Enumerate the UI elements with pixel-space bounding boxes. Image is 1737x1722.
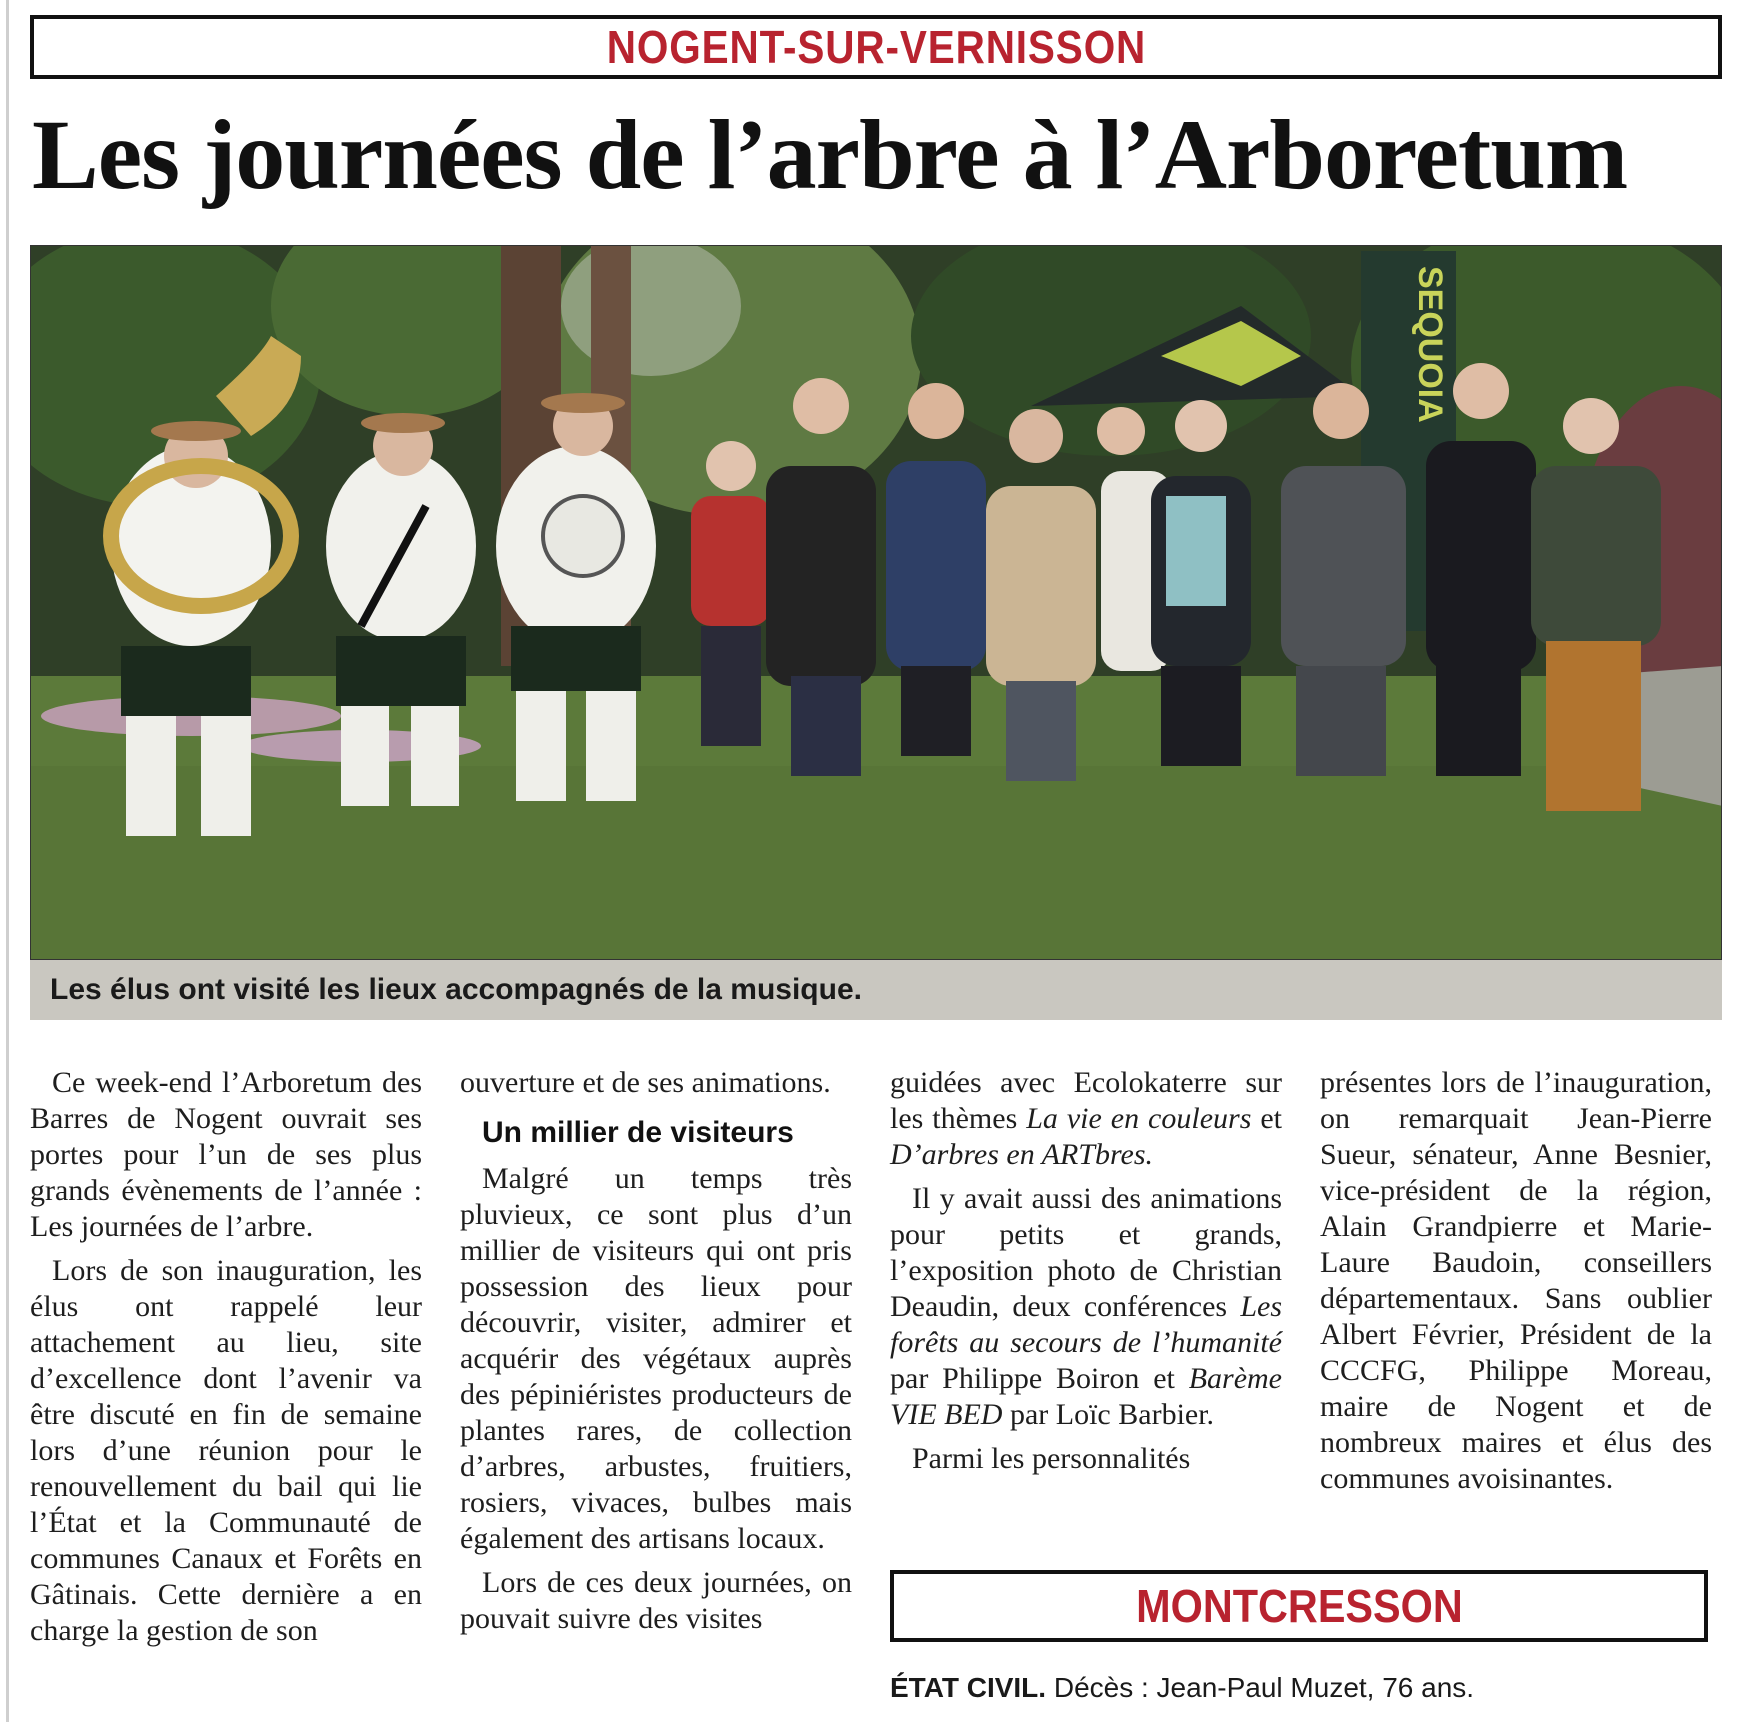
paragraph: présentes lors de l’inauguration, on remarquait Jean-Pierre Sueur, sénateur, Anne Besnier, vice-président de la région, Alain Grandpierre et Marie-Laure Baudoin, conseillers départementaux. Sans oublier Albert Février, Président de la CCCFG, Philippe Moreau, maire de Nogent et de nombreux maires et élus des communes avoisinantes. [1320, 1066, 1712, 1495]
section-kicker: NOGENT-SUR-VERNISSON [606, 21, 1146, 73]
page-margin-rule [6, 0, 9, 1722]
article-column-1 [30, 1065, 422, 1657]
brief-kicker-box [890, 1570, 1708, 1642]
brief-text: Décès : Jean-Paul Muzet, 76 ans. [1046, 1672, 1475, 1703]
banner-text: SEQUOIA [1411, 266, 1449, 423]
paragraph: Malgré un temps très pluvieux, ce sont plus d’un millier de visiteurs qui ont pris possession des lieux pour découvrir, visiter, admirer et acquérir des végétaux auprès des pépiniéristes producteurs de plantes rares, de collection d’arbres, arbustes, fruitiers, rosiers, vivaces, bulbes mais également des artisans locaux. [460, 1162, 852, 1555]
article-column-3 [890, 1065, 1282, 1485]
article-column-2 [460, 1065, 852, 1645]
paragraph: guidées avec Ecolokaterre sur les thèmes La vie en couleurs et D’arbres en ARTbres. [890, 1066, 1282, 1171]
paragraph: Ce week-end l’Arboretum des Barres de Nogent ouvrait ses portes pour l’un de ses plus grands évènements de l’année : Les journées de l’arbre. [30, 1066, 422, 1243]
paragraph: ouverture et de ses animations. [460, 1066, 831, 1099]
paragraph: Parmi les personnalités [912, 1442, 1191, 1475]
brief-kicker: MONTCRESSON [1135, 1580, 1463, 1632]
article-column-4 [1320, 1065, 1712, 1505]
photo-caption: Les élus ont visité les lieux accompagnés de la musique. [50, 973, 862, 1006]
paragraph: Lors de ces deux journées, on pouvait suivre des visites [460, 1566, 852, 1635]
section-kicker-box [30, 15, 1722, 79]
article-photo [30, 245, 1722, 960]
brief-label: ÉTAT CIVIL. [890, 1672, 1047, 1703]
paragraph: Lors de son inauguration, les élus ont rappelé leur attachement au lieu, site d’excellence dont l’avenir va être discuté en fin de semaine lors d’une réunion pour le renouvellement du bail qui lie l’État et la Communauté de communes Canaux et Forêts en Gâtinais. Cette dernière a en charge la gestion de son [30, 1254, 422, 1647]
brief-etat-civil [890, 1672, 1474, 1704]
photo-caption-bar [30, 960, 1722, 1020]
article-subheading: Un millier de visiteurs [482, 1116, 794, 1149]
article-headline: Les journées de l’arbre à l’Arboretum [32, 99, 1628, 210]
paragraph: Il y avait aussi des animations pour petits et grands, l’exposition photo de Christian Deaudin, deux conférences Les forêts au secours de l’humanité par Philippe Boiron et Barème VIE BED par Loïc Barbier. [890, 1182, 1282, 1431]
